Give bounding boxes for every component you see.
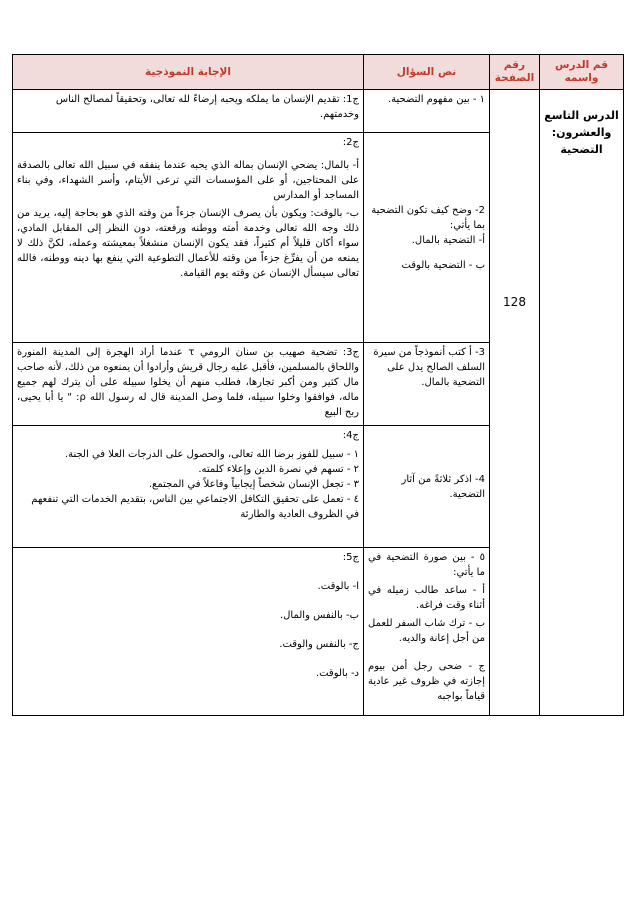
- answer-key-page: [12, 54, 624, 716]
- question-option: ج - ضحى رجل أمن بيوم إجازته في ظروف غير عادية قياماً بواجبه: [368, 661, 485, 702]
- answer-text: ب- بالوقت: ويكون بأن يصرف الإنسان جزءاً من وقته الذي هو بحاجة إليه، يريد من ذلك وجه الله تعالى وخدمة أمته ووطنه ورفعته، دون النظر إلى المقابل المادي، سواء أكان قليلاً أم كثيراً، فقد يكون الإنسان منشغلاً بمعيشته وعمله، لكنَّ ذلك لا يمنعه من أن يفرِّغ جزءاً من وقته للأعمال التطوعية التي ينفع بها دينه ووطنه، فالله تعالى سيسأل الإنسان عن وقته يوم القيامة.: [17, 208, 359, 279]
- table-row: [13, 90, 624, 133]
- question-option: أ- التضحية بالمال.: [411, 234, 485, 246]
- list-item: ١ - سبيل للفوز برضا الله تعالى، والحصول على الدرجات العلا في الجنة.: [64, 449, 359, 460]
- list-item: ٢ - تسهم في نصرة الدين وإعلاء كلمته.: [198, 464, 359, 475]
- list-item: ٣ - تجعل الإنسان شخصاً إيجابياً وفاعلاً في المجتمع.: [148, 479, 359, 490]
- header-answer: الإجابة النموذجية: [13, 55, 364, 90]
- lesson-title-line: الدرس التاسع: [544, 109, 619, 122]
- question-cell: [364, 548, 490, 716]
- page-number: 128: [503, 295, 526, 309]
- answer-table: [12, 54, 624, 716]
- lesson-title-line: التضحية: [560, 143, 603, 156]
- question-cell: [364, 343, 490, 426]
- list-item: ٤ - تعمل على تحقيق التكافل الاجتماعي بين الناس، بتقديم الخدمات التي تنفعهم في الظروف العادية والطارئة: [31, 494, 359, 520]
- question-text: ١ - بين مفهوم التضحية.: [387, 94, 485, 105]
- answer-cell: [13, 548, 364, 716]
- answer-cell: [13, 90, 364, 133]
- header-page-number: رقم الصفحة: [490, 55, 540, 90]
- lesson-title-cell: [540, 90, 624, 716]
- page-number-cell: [490, 90, 540, 716]
- question-text: ٥ - بين صورة التضحية في ما يأتي:: [368, 552, 485, 578]
- header-question: نص السؤال: [364, 55, 490, 90]
- question-option: ب - ترك شاب السفر للعمل من أجل إعانة والديه.: [368, 618, 485, 644]
- answer-heading: ج2:: [342, 137, 359, 148]
- question-cell: [364, 426, 490, 548]
- table-header-row: [13, 55, 624, 90]
- question-text: 2- وضح كيف تكون التضحية بما يأتي:: [371, 204, 485, 231]
- list-item: ب- بالنفس والمال.: [279, 610, 359, 621]
- question-cell: [364, 90, 490, 133]
- answer-text: ج3: تضحية صهيب بن سنان الرومي τ عندما أراد الهجرة إلى المدينة المنورة واللحاق بالمسلمين، فأقبل عليه رجال قريش وأرادوا أن يمنعوه من ذلك، لأنه صاحب مال كثير ومن أكبر تجارها، فطلب منهم أن يخلوا سبيله على أن يترك لهم جميع ماله، فوافقوا وخلوا سبيله، فلما وصل المدينة قال له رسول الله ρ: " يا أبا يحيى، ربح البيع: [17, 347, 360, 418]
- list-item: د- بالوقت.: [315, 668, 359, 679]
- list-item: ا- بالوقت.: [317, 581, 359, 592]
- answer-cell: [13, 426, 364, 548]
- question-option: أ - ساعد طالب زميله في أثناء وقت فراغه.: [368, 585, 485, 611]
- answer-text: أ- بالمال: يضحي الإنسان بماله الذي يحبه عندما ينفقه في سبيل الله تعالى بالصدقة على المحتاجين، أو على المؤسسات التي ترعى الأيتام، وأسر الشهداء، وفي بناء المساجد أو المدارس: [17, 160, 359, 201]
- answer-cell: [13, 133, 364, 343]
- answer-cell: [13, 343, 364, 426]
- question-option: ب - التضحية بالوقت: [401, 259, 485, 271]
- answer-heading: ج4:: [342, 430, 359, 441]
- answer-text: ج1: تقديم الإنسان ما يملكه ويحبه إرضاءً لله تعالى، وتحقيقاً لمصالح الناس وخدمتهم.: [55, 94, 359, 120]
- question-cell: [364, 133, 490, 343]
- list-item: ج- بالنفس والوقت.: [279, 639, 359, 650]
- lesson-title-line: والعشرون:: [551, 126, 612, 139]
- question-text: 3- أ كتب أنموذجاً من سيرة السلف الصالح يدل على التضحية بالمال.: [373, 347, 485, 388]
- header-lesson: قم الدرس واسمه: [540, 55, 624, 90]
- answer-heading: ج5:: [342, 552, 359, 563]
- question-text: 4- اذكر ثلاثةً من آثار التضحية.: [401, 473, 485, 500]
